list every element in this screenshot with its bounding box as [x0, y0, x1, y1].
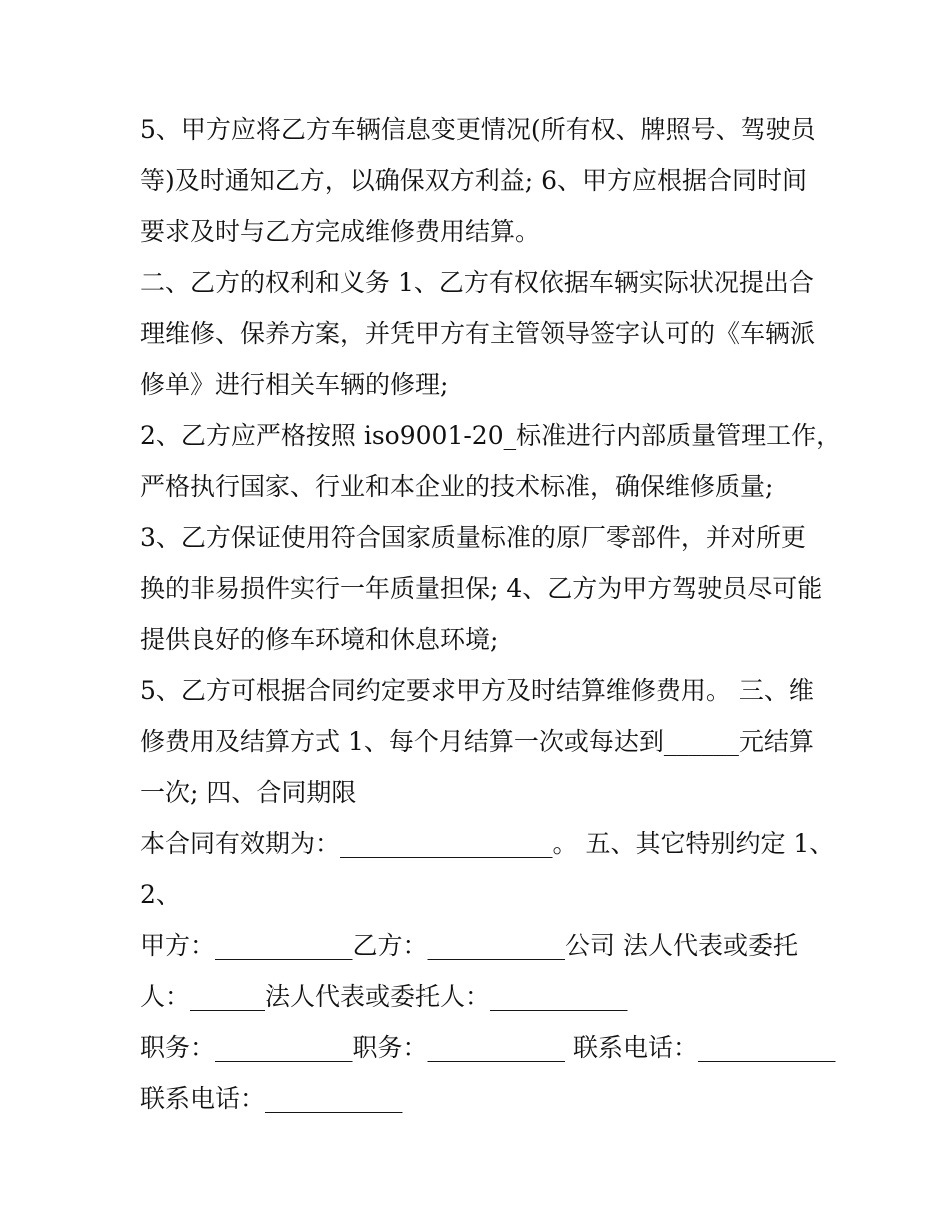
text-line: 修费用及结算方式 1、每个月结算一次或每达到______元结算 [140, 727, 814, 756]
text-line: 5、甲方应将乙方车辆信息变更情况(所有权、牌照号、驾驶员 [140, 115, 816, 144]
text-line: 5、乙方可根据合同约定要求甲方及时结算维修费用。 三、维 [140, 676, 814, 705]
text-line: 3、乙方保证使用符合国家质量标准的原厂零部件，并对所更 [140, 523, 806, 552]
contract-text [140, 104, 842, 1124]
text-line: 一次; 四、合同期限 [140, 778, 357, 807]
text-line: 甲方：___________乙方：___________公司 法人代表或委托 [140, 931, 798, 960]
text-line: 联系电话：___________ [140, 1084, 403, 1113]
text-line: 等)及时通知乙方，以确保双方利益; 6、甲方应根据合同时间 [140, 166, 808, 195]
text-line: 二、乙方的权利和义务 1、乙方有权依据车辆实际状况提出合 [140, 268, 814, 297]
text-line: 严格执行国家、行业和本企业的技术标准，确保维修质量; [140, 472, 774, 501]
text-line: 修单》进行相关车辆的修理; [140, 370, 449, 399]
text-line: 2、乙方应严格按照 iso9001-20_标准进行内部质量管理工作， [140, 421, 842, 450]
text-line: 职务：___________职务：___________ 联系电话：___________ [140, 1033, 836, 1062]
text-line: 2、 [140, 880, 181, 909]
text-line: 提供良好的修车环境和休息环境; [140, 625, 499, 654]
text-line: 要求及时与乙方完成维修费用结算。 [140, 217, 541, 246]
text-line: 本合同有效期为：_________________。 五、其它特别约定 1、 [140, 829, 835, 858]
text-line: 换的非易损件实行一年质量担保; 4、乙方为甲方驾驶员尽可能 [140, 574, 823, 603]
text-line: 理维修、保养方案，并凭甲方有主管领导签字认可的《车辆派 [140, 319, 816, 348]
text-line: 人：______法人代表或委托人：___________ [140, 982, 628, 1011]
